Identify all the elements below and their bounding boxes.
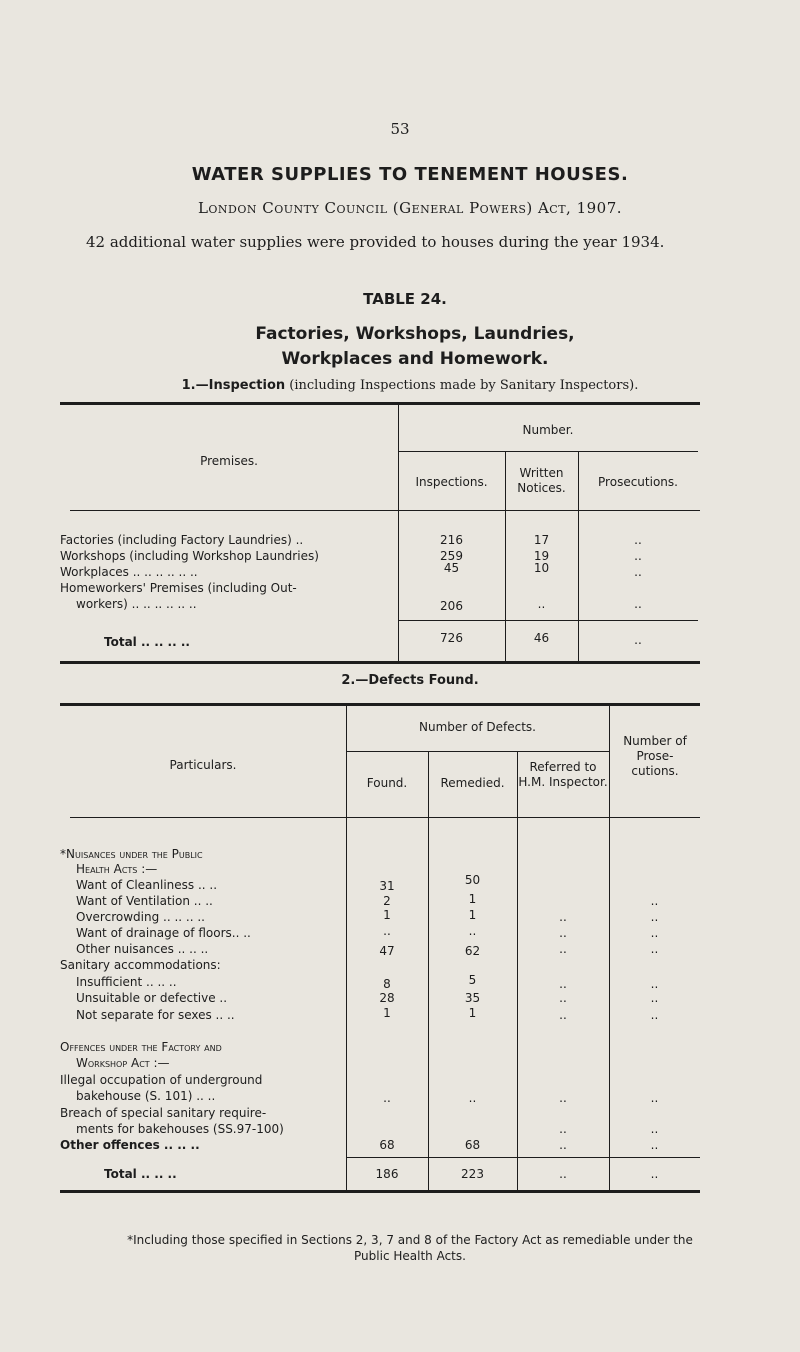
prosecutions-header: Prosecutions. (598, 475, 678, 489)
table1-row-prosecutions: .. (634, 549, 642, 563)
table1-total-rule (398, 620, 698, 621)
table2-total-remedied: 223 (461, 1167, 484, 1181)
table1-row-notices: 10 (533, 561, 550, 575)
found-header: Found. (366, 776, 408, 790)
defect-row-label: Other nuisances .. .. .. (76, 942, 209, 956)
referred-header: Referred to H.M. Inspector. (518, 760, 608, 789)
defect-row-label: Other offences .. .. .. (60, 1138, 200, 1152)
defect-row-prosecutions: .. (650, 910, 659, 924)
defect-row-prosecutions: .. (650, 926, 659, 940)
table2-total-rule (346, 1157, 700, 1158)
defect-row-prosecutions: .. (650, 977, 659, 991)
defect-row-referred: .. (559, 991, 567, 1005)
table1-total-label: Total .. .. .. .. (104, 635, 190, 649)
defect-row-found: .. (383, 924, 391, 938)
defect-row-referred: .. (559, 942, 567, 956)
sanitary-heading: Sanitary accommodations: (60, 958, 221, 972)
table1-row-inspections: 259 (440, 549, 463, 563)
defect-row-referred: .. (559, 1122, 567, 1136)
table1-row-notices: .. (537, 597, 546, 611)
table2-total-label: Total .. .. .. (104, 1167, 177, 1181)
defect-row-found: 1 (383, 1006, 391, 1020)
written-notices-header: Written Notices. (517, 466, 566, 495)
section1-title-bold: 1.—Inspection (181, 378, 286, 393)
defect-row-label: Want of drainage of floors.. .. (76, 926, 251, 940)
section2-title: 2.—Defects Found. (341, 673, 479, 688)
table2-total-referred: .. (559, 1167, 567, 1181)
defect-row-prosecutions: .. (650, 894, 659, 908)
defect-row-referred: .. (559, 1138, 567, 1152)
defect-row-prosecutions: .. (650, 1122, 659, 1136)
defect-row-remedied: 35 (464, 991, 481, 1005)
defect-row-label: Unsuitable or defective .. (76, 991, 228, 1005)
defect-row-referred: .. (559, 977, 567, 991)
table1-row-label: Homeworkers' Premises (including Out- (60, 581, 297, 595)
table1-number-rule (398, 451, 698, 452)
particulars-header: Particulars. (169, 758, 237, 772)
nuisances-heading: *Nuisances under the Public (60, 847, 203, 861)
defect-row-remedied: 1 (468, 892, 477, 906)
table1-row-prosecutions: .. (634, 597, 642, 611)
defect-row-prosecutions: .. (650, 1138, 659, 1152)
table2-header-rule (70, 817, 700, 818)
defect-row-label-cont: bakehouse (S. 101) .. .. (76, 1089, 216, 1103)
table1-row-label-cont: workers) .. .. .. .. .. .. (76, 597, 197, 611)
defect-row-remedied: 1 (468, 1006, 477, 1020)
remedied-header: Remedied. (440, 776, 505, 790)
table1-row-notices: 17 (533, 533, 550, 547)
offences-heading: Offences under the Factory and (60, 1040, 222, 1054)
table1-row-label: Factories (including Factory Laundries) .. (60, 533, 304, 547)
defect-row-prosecutions: .. (650, 942, 659, 956)
page-number: 53 (390, 120, 410, 138)
defect-row-prosecutions: .. (650, 1008, 659, 1022)
defect-row-prosecutions: .. (650, 1091, 659, 1105)
defect-row-found: 28 (379, 991, 395, 1005)
defect-row-found: .. (383, 1091, 391, 1105)
defect-row-prosecutions: .. (650, 991, 659, 1005)
table1-row-label: Workplaces .. .. .. .. .. .. (60, 565, 198, 579)
footnote: *Including those specified in Sections 2, 3, 7 and 8 of the Factory Act as remediable under the Public Health Acts. (127, 1233, 693, 1263)
prosecutions-header-2: Number of Prose- cutions. (623, 734, 687, 778)
defect-row-remedied: 1 (468, 908, 477, 922)
table1-header-rule (70, 510, 700, 511)
act-title: London County Council (General Powers) Act, 1907. (197, 199, 623, 217)
section1-title-rest: (including Inspections made by Sanitary Inspectors). (289, 378, 639, 393)
table1-row-prosecutions: .. (634, 565, 642, 579)
table1-row-inspections: 206 (440, 599, 463, 613)
defect-row-found: 31 (379, 879, 395, 893)
page-title: WATER SUPPLIES TO TENEMENT HOUSES. (191, 164, 629, 185)
defect-row-label: Breach of special sanitary require- (60, 1106, 267, 1120)
table1-row-inspections: 216 (440, 533, 463, 547)
defect-row-found: 68 (379, 1138, 395, 1152)
defect-row-found: 1 (383, 908, 391, 922)
table2-total-found: 186 (375, 1167, 399, 1181)
defect-row-label: Overcrowding .. .. .. .. (76, 910, 205, 924)
table1-row-label: Workshops (including Workshop Laundries) (60, 549, 319, 563)
table1-row-inspections: 45 (443, 561, 460, 575)
defect-row-remedied: 68 (464, 1138, 481, 1152)
defect-row-remedied: 5 (468, 973, 477, 987)
defect-row-label: Illegal occupation of underground (60, 1073, 263, 1087)
inspections-header: Inspections. (415, 475, 488, 489)
defect-row-found: 8 (383, 977, 391, 991)
defect-row-referred: .. (559, 926, 567, 940)
number-header: Number. (522, 423, 574, 437)
table1-total-notices: 46 (533, 631, 550, 645)
defect-row-label: Not separate for sexes .. .. (76, 1008, 235, 1022)
defect-row-remedied: 62 (464, 944, 481, 958)
table2-bottom-rule (60, 1190, 700, 1193)
defect-row-remedied: .. (468, 1091, 477, 1105)
defect-row-label: Want of Ventilation .. .. (76, 894, 213, 908)
table2-top-rule (60, 703, 700, 706)
table1-top-rule (60, 402, 700, 405)
defect-row-label-cont: ments for bakehouses (SS.97-100) (76, 1122, 284, 1136)
table1-total-inspections: 726 (440, 631, 463, 645)
table-subtitle: Factories, Workshops, Laundries, Workplaces and Homework. (255, 324, 575, 369)
defect-row-found: 2 (383, 894, 391, 908)
number-of-defects-header: Number of Defects. (419, 720, 536, 734)
intro-paragraph: 42 additional water supplies were provided to houses during the year 1934. (86, 233, 665, 251)
defect-row-found: 47 (379, 944, 395, 958)
defect-row-label: Insufficient .. .. .. (76, 975, 177, 989)
table1-total-prosecutions: .. (634, 633, 642, 647)
defect-row-remedied: .. (468, 924, 477, 938)
nuisances-heading-cont: Health Acts :— (76, 862, 158, 876)
defect-row-label: Want of Cleanliness .. .. (76, 878, 218, 892)
premises-header: Premises. (200, 454, 258, 468)
defect-row-referred: .. (559, 1008, 567, 1022)
defect-row-remedied: 50 (464, 873, 481, 887)
table1-bottom-rule (60, 661, 700, 664)
table-title: TABLE 24. (363, 290, 447, 308)
table1-row-notices: 19 (533, 549, 550, 563)
table2-total-prosecutions: .. (650, 1167, 659, 1181)
defect-row-referred: .. (559, 910, 567, 924)
table2-number-rule (346, 751, 609, 752)
section1-title (0, 378, 800, 393)
offences-heading-cont: Workshop Act :— (76, 1056, 170, 1070)
table1-row-prosecutions: .. (634, 533, 642, 547)
defect-row-referred: .. (559, 1091, 567, 1105)
